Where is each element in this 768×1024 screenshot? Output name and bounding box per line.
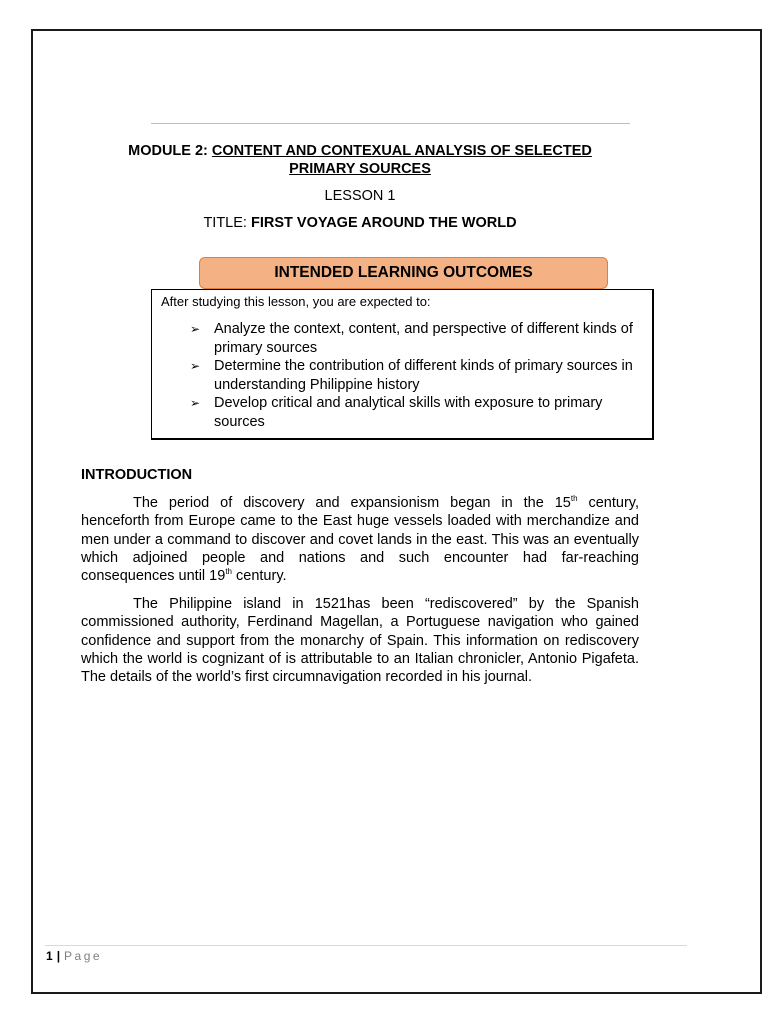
lesson-title: [80, 215, 640, 231]
list-item: [190, 320, 646, 357]
introduction-heading: INTRODUCTION: [81, 467, 193, 483]
p1-text-a: The period of discovery and expansionism began in the 15: [133, 495, 571, 511]
footer-rule: [45, 945, 687, 946]
p2-text: The Philippine island in 1521has been “rediscovered” by the Spanish commissioned authority, Ferdinand Magellan, a Portuguese navigation who gained confidence and support from the monarchy of Spain. This information on rediscovery which the world is cognizant of is attributable to an Italian chronicler, Antonio Pigafeta. The details of the world’s first circumnavigation recorded in his journal.: [81, 596, 639, 686]
module-prefix: MODULE 2:: [128, 143, 212, 159]
footer-separator: |: [56, 949, 61, 963]
p1-text-b: century, henceforth from Europe came to the East huge vessels loaded with merchandize and men under a command to discover and covet lands in the east. This was an eventually which adjoined people and nations and such encounter had far-reaching consequences until 19: [81, 495, 639, 585]
arrow-bullet-icon: ➢: [190, 359, 201, 373]
ilo-intro: After studying this lesson, you are expected to:: [161, 294, 431, 309]
p1-sup-2: th: [225, 567, 232, 577]
p1-sup-1: th: [570, 494, 578, 504]
arrow-bullet-icon: ➢: [190, 322, 201, 336]
introduction-paragraph-1: [81, 494, 639, 585]
ilo-heading: INTENDED LEARNING OUTCOMES: [199, 257, 608, 289]
header-rule: [151, 123, 630, 124]
page-footer: [46, 949, 102, 963]
title-value: FIRST VOYAGE AROUND THE WORLD: [250, 215, 517, 231]
module-heading: [80, 142, 640, 178]
title-label: TITLE:: [203, 215, 251, 231]
module-title-line2: PRIMARY SOURCES: [289, 161, 431, 177]
module-title-line1: CONTENT AND CONTEXUAL ANALYSIS OF SELECTED: [211, 143, 592, 159]
list-item: [190, 394, 646, 431]
lesson-label: LESSON 1: [324, 188, 396, 204]
list-item: [190, 357, 646, 394]
ilo-box: [151, 289, 654, 440]
ilo-item-text: Analyze the context, content, and perspective of different kinds of primary sources: [214, 321, 633, 356]
page-number: 1: [46, 949, 53, 963]
ilo-item-text: Determine the contribution of different kinds of primary sources in understanding Philippine history: [214, 358, 633, 393]
page-word: Page: [64, 949, 103, 963]
ilo-list: [190, 320, 646, 431]
p1-text-c: century.: [231, 568, 287, 585]
ilo-item-text: Develop critical and analytical skills with exposure to primary sources: [214, 395, 603, 430]
introduction-paragraph-2: [81, 595, 639, 686]
arrow-bullet-icon: ➢: [190, 396, 201, 410]
